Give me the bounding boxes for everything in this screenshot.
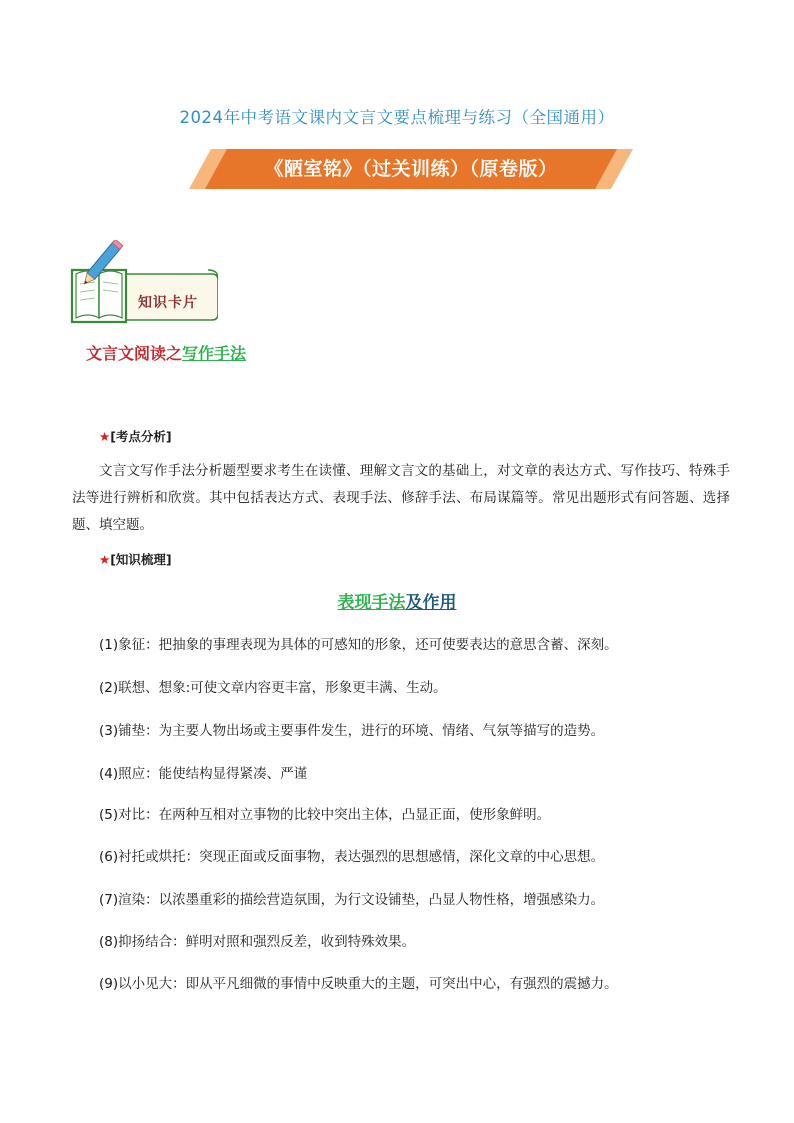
star-icon: ★ <box>99 429 111 444</box>
list-item: (5)对比：在两种互相对立事物的比较中突出主体，凸显正面，使形象鲜明。 <box>99 807 551 823</box>
star-icon: ★ <box>99 552 111 567</box>
banner-title: 《陋室铭》（过关训练）（原卷版） <box>264 158 558 180</box>
knowledge-heading <box>99 550 172 568</box>
document-title: 2024年中考语文课内文言文要点梳理与练习（全国通用） <box>179 108 615 127</box>
knowledge-heading-text: [知识梳理] <box>110 552 172 567</box>
list-item: (4)照应：能使结构显得紧凑、严谨 <box>99 766 308 782</box>
section-heading-highlight: 写作手法 <box>182 344 247 363</box>
knowledge-card-label: 知识卡片 <box>138 295 198 311</box>
knowledge-card-badge <box>68 240 218 326</box>
list-item: (7)渲染：以浓墨重彩的描绘营造氛围，为行文设铺垫，凸显人物性格，增强感染力。 <box>99 892 605 908</box>
analysis-heading-text: [考点分析] <box>110 429 172 444</box>
analysis-heading <box>99 427 172 445</box>
techniques-title <box>0 588 794 613</box>
list-item: (1)象征：把抽象的事理表现为具体的可感知的形象，还可使要表达的意思含蓄、深刻。 <box>99 637 618 653</box>
list-item: (6)衬托或烘托：突现正面或反面事物，表达强烈的思想感情，深化文章的中心思想。 <box>99 849 605 865</box>
techniques-title-part1: 表现手法 <box>337 593 406 613</box>
title-banner <box>189 149 633 189</box>
section-heading <box>86 341 246 364</box>
techniques-title-part2: 及作用 <box>405 593 457 613</box>
section-heading-prefix: 文言文阅读之 <box>86 344 183 363</box>
list-item: (3)铺垫：为主要人物出场或主要事件发生，进行的环境、情绪、气氛等描写的造势。 <box>99 723 605 739</box>
analysis-paragraph: 文言文写作手法分析题型要求考生在读懂、理解文言文的基础上，对文章的表达方式、写作技巧、特殊手法等进行辨析和欣赏。其中包括表达方式、表现手法、修辞手法、布局谋篇等。常见出题形式有问答题、选择题、填空题。 <box>72 463 730 533</box>
list-item: (8)抑扬结合：鲜明对照和强烈反差，收到特殊效果。 <box>99 934 416 950</box>
list-item: (9)以小见大：即从平凡细微的事情中反映重大的主题，可突出中心，有强烈的震撼力。 <box>99 976 618 992</box>
list-item: (2)联想、想象:可使文章内容更丰富，形象更丰满、生动。 <box>99 680 447 696</box>
open-book-pencil-icon <box>68 240 218 326</box>
